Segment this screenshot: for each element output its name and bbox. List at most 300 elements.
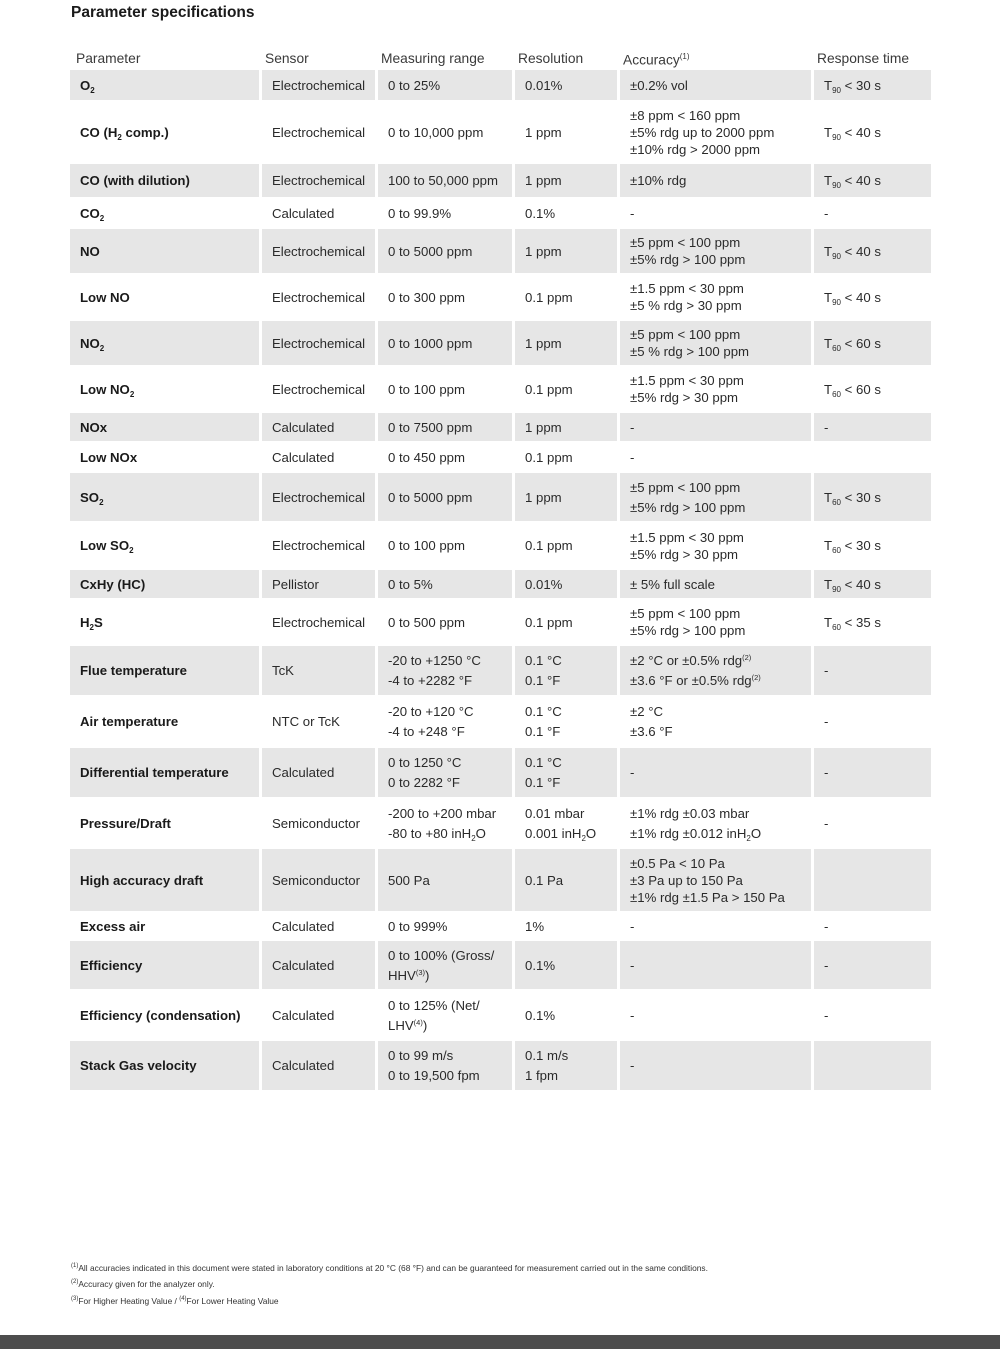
cell-measuring-range [375,939,512,989]
table-row [70,568,931,598]
cell-line [824,537,925,554]
text-run: 0.1 ppm [525,289,573,305]
cell-line [630,872,805,889]
cell-line [525,918,611,935]
cell-line [630,605,805,622]
table-row [70,847,931,911]
text-run: 0.01% [525,576,563,592]
text-run: 0 to 99.9% [388,205,452,221]
cell-line [630,672,805,689]
text-run: 1 ppm [525,335,562,351]
cell-line [525,754,611,771]
cell-line [525,124,611,141]
cell-response-time [811,521,931,568]
text-run: < 30 s [840,538,881,553]
cell-sensor: Electrochemical [259,100,375,162]
cell-resolution [512,100,617,162]
cell-accuracy [617,746,811,797]
cell-response-time [811,441,931,471]
cell-line [388,754,506,771]
text-run: CO (with dilution) [80,173,190,188]
cell-line [525,489,611,506]
cell-line [388,652,506,669]
text-run: T [824,77,833,93]
text-run: < 30 s [840,489,881,505]
cell-line [824,172,925,189]
cell-response-time [811,568,931,598]
cell-parameter [70,568,259,598]
cell-accuracy [617,644,811,695]
subscript: 90 [832,251,841,261]
text-run: 0.1 °C [525,653,562,668]
cell-line [388,537,506,554]
cell-accuracy [617,521,811,568]
table-row [70,319,931,365]
cell-line [388,172,506,189]
subscript: 90 [832,132,841,142]
cell-accuracy [617,989,811,1039]
subscript: 60 [832,343,841,353]
cell-line [824,124,925,141]
cell-response-time [811,197,931,227]
subscript: 60 [832,622,841,632]
cell-line [388,723,506,740]
table-row [70,797,931,847]
cell-sensor: Electrochemical [259,273,375,319]
text-run: - [630,765,635,780]
table-row [70,227,931,273]
superscript: (3) [415,967,426,977]
cell-line [824,957,925,974]
cell-resolution [512,989,617,1039]
cell-measuring-range [375,989,512,1039]
cell-line [388,489,506,506]
text-run: ±0.5 Pa < 10 Pa [630,855,725,871]
text-run: 0 to 1250 °C [388,755,462,770]
cell-line [824,918,925,935]
table-row [70,100,931,162]
cell-accuracy [617,273,811,319]
text-run: < 35 s [840,614,881,630]
text-run: ±5 ppm < 100 ppm [630,479,741,495]
text-run: CxHy (HC) [80,576,146,592]
text-run: 0.1 °C [525,704,562,719]
subscript: 2 [746,833,751,843]
text-run: 0.1 ppm [525,381,573,397]
cell-line [824,662,925,679]
text-run: ±1.5 ppm < 30 ppm [630,529,744,545]
cell-line [525,723,611,740]
subscript: 2 [90,85,95,95]
cell-accuracy [617,695,811,746]
cell-line [630,343,805,360]
text-run: 500 Pa [388,872,430,888]
text-run: Differential temperature [80,765,229,780]
text-run: 0 to 10,000 ppm [388,124,484,140]
text-run: - [824,714,829,729]
cell-line [824,335,925,352]
header-parameter: Parameter [76,50,141,66]
cell-parameter [70,197,259,227]
cell-line [630,389,805,406]
table-row [70,911,931,939]
cell-resolution [512,273,617,319]
text-run: 0.1 m/s [525,1048,569,1063]
text-run: T [824,538,833,553]
cell-parameter [70,695,259,746]
cell-measuring-range [375,521,512,568]
text-run: < 60 s [840,335,881,351]
text-run: SO [80,489,100,505]
text-run: T [824,335,833,351]
text-run: 0 to 25% [388,77,441,93]
cell-line [630,326,805,343]
text-run: 0.1 °F [525,724,561,739]
text-run: -200 to +200 mbar [388,805,497,821]
text-run: -20 to +1250 °C [388,653,481,668]
text-run: 0 to 99 m/s [388,1048,454,1063]
text-run: Low NO [80,381,130,397]
cell-parameter [70,911,259,939]
cell-accuracy [617,911,811,939]
cell-accuracy [617,411,811,441]
cell-line [630,419,805,436]
text-run: 0.1 ppm [525,449,573,465]
text-run: ) [425,967,430,983]
text-run: O [750,825,762,841]
text-run: 0 to 7500 ppm [388,419,473,435]
cell-resolution [512,644,617,695]
text-run: ) [422,1017,428,1033]
cell-line [630,855,805,872]
text-run: 0 to 5000 ppm [388,489,473,505]
cell-measuring-range [375,273,512,319]
cell-measuring-range [375,695,512,746]
superscript: (4) [413,1017,423,1027]
table-row [70,746,931,797]
subscript: 2 [99,213,105,223]
text-run: - [630,957,635,973]
subscript: 2 [99,497,104,507]
cell-accuracy [617,598,811,644]
cell-line [525,825,611,842]
cell-response-time [811,471,931,521]
cell-resolution [512,197,617,227]
cell-line [525,872,611,889]
cell-line [388,289,506,306]
table-row [70,273,931,319]
cell-accuracy [617,365,811,411]
text-run: 0 to 100% (Gross/ [388,947,495,963]
cell-measuring-range [375,319,512,365]
text-run: - [824,663,829,678]
cell-sensor: Electrochemical [259,227,375,273]
cell-resolution [512,797,617,847]
text-run: 1 ppm [525,243,562,259]
cell-line [630,957,805,974]
cell-resolution [512,746,617,797]
cell-measuring-range [375,441,512,471]
text-run: 0 to 5000 ppm [388,243,473,259]
cell-line [525,672,611,689]
cell-resolution [512,365,617,411]
cell-accuracy [617,1039,811,1090]
cell-line [525,205,611,222]
text-run: 0.1 °C [525,755,562,770]
header-response-time: Response time [817,50,910,66]
cell-line [824,614,925,631]
text-run: 0.001 inH [525,825,582,841]
cell-line [630,546,805,563]
cell-line [525,1067,611,1084]
cell-line [525,243,611,260]
table-row [70,162,931,197]
table-row [70,70,931,100]
cell-line [388,614,506,631]
table-row [70,1039,931,1090]
text-run: 1% [525,918,545,934]
cell-parameter [70,598,259,644]
cell-line [630,499,805,516]
cell-parameter [70,273,259,319]
cell-response-time [811,847,931,911]
text-run: NOx [80,419,108,435]
text-run: -4 to +2282 °F [388,673,473,688]
cell-line [525,1007,611,1024]
cell-parameter [70,746,259,797]
cell-measuring-range [375,568,512,598]
header-sensor: Sensor [265,50,309,66]
table-row [70,989,931,1039]
text-run: ±5% rdg > 100 ppm [630,499,746,515]
text-run: ±5% rdg up to 2000 ppm [630,124,775,140]
text-run: < 40 s [840,173,881,188]
text-run: - [630,1007,635,1023]
subscript: 90 [832,181,841,190]
text-run: 0.1 ppm [525,614,573,630]
cell-line [824,381,925,398]
cell-sensor: Calculated [259,911,375,939]
cell-resolution [512,1039,617,1090]
cell-line [824,1007,925,1024]
cell-line [388,381,506,398]
cell-response-time [811,911,931,939]
text-run: 0 to 2282 °F [388,775,460,790]
cell-resolution [512,521,617,568]
text-run: ±5 ppm < 100 ppm [630,606,741,621]
text-run: Stack Gas velocity [80,1058,197,1073]
cell-line [388,205,506,222]
cell-accuracy [617,471,811,521]
text-run: ±5% rdg > 100 ppm [630,252,746,267]
text-run: 1 ppm [525,419,562,435]
text-run: 0.1 °F [525,775,561,790]
cell-response-time [811,939,931,989]
cell-line [630,297,805,314]
text-run: 1 ppm [525,124,562,140]
text-run: ±0.2% vol [630,77,688,93]
cell-line [525,957,611,974]
text-run: ±5 % rdg > 30 ppm [630,298,742,313]
cell-response-time [811,598,931,644]
text-run: 100 to 50,000 ppm [388,173,498,188]
table-row [70,695,931,746]
header-resolution: Resolution [518,50,584,66]
header-accuracy: Accuracy$^{(1)}$ [623,51,690,68]
footnotes [71,1259,708,1308]
cell-accuracy [617,441,811,471]
parameter-spec-table [70,46,931,1090]
cell-sensor: TcK [259,644,375,695]
cell-response-time [811,100,931,162]
cell-sensor: Semiconductor [259,847,375,911]
cell-line [388,1067,506,1084]
cell-parameter [70,847,259,911]
cell-line [388,805,506,822]
text-run: - [824,1007,829,1023]
text-run: T [824,289,833,305]
cell-line [388,576,506,593]
cell-line [525,537,611,554]
cell-response-time [811,411,931,441]
cell-line [630,764,805,781]
text-run: 0 to 125% (Net/ [388,997,480,1013]
cell-response-time [811,989,931,1039]
text-run: - [630,918,635,934]
cell-line [630,889,805,906]
cell-response-time [811,644,931,695]
cell-parameter [70,365,259,411]
text-run: ±1% rdg ±0.012 inH [630,825,747,841]
footnote-ref: (1) [679,51,690,61]
text-run: O [475,825,486,841]
text-run: S [93,614,103,630]
cell-measuring-range [375,847,512,911]
cell-resolution [512,911,617,939]
text-run: Low NOx [80,449,138,465]
text-run: 0.1% [525,1007,556,1023]
cell-accuracy [617,939,811,989]
cell-response-time [811,1039,931,1090]
table-row [70,441,931,471]
cell-line [630,1007,805,1024]
text-run: 0.1 °F [525,673,561,688]
text-run: 0 to 300 ppm [388,289,465,305]
cell-line [525,289,611,306]
text-run: CO (H [80,124,118,140]
cell-line [388,997,506,1014]
cell-line [388,947,506,964]
cell-response-time [811,695,931,746]
cell-line [388,703,506,720]
cell-sensor: Electrochemical [259,471,375,521]
cell-line [630,479,805,496]
text-run: 0 to 100 ppm [388,538,465,553]
text-run: ±5% rdg > 30 ppm [630,546,739,562]
cell-response-time [811,70,931,100]
text-run: ±1.5 ppm < 30 ppm [630,373,744,388]
text-run: - [824,205,829,221]
cell-response-time [811,365,931,411]
cell-line [824,205,925,222]
subscript: 2 [129,546,134,555]
header-measuring-range: Measuring range [381,50,485,66]
text-run: O [585,825,597,841]
text-run: < 40 s [840,576,881,592]
text-run: - [630,1058,635,1073]
cell-parameter [70,441,259,471]
cell-line [630,723,805,740]
text-run: ±5 ppm < 100 ppm [630,235,741,250]
cell-measuring-range [375,100,512,162]
cell-line [388,335,506,352]
text-run: 0.01% [525,77,563,93]
cell-sensor: Calculated [259,441,375,471]
table-body [70,70,931,1090]
text-run: 0 to 100 ppm [388,381,465,397]
text-run: Low SO [80,538,130,553]
cell-measuring-range [375,162,512,197]
cell-sensor: Electrochemical [259,70,375,100]
cell-parameter [70,100,259,162]
cell-line [630,652,805,669]
text-run: ±3 Pa up to 150 Pa [630,872,743,888]
text-run: 0 to 19,500 fpm [388,1068,480,1083]
text-run: -80 to +80 inH [388,825,472,841]
cell-measuring-range [375,70,512,100]
subscript: 60 [832,546,841,555]
text-run: ±10% rdg [630,173,687,188]
subscript: 60 [832,497,841,507]
cell-line [630,703,805,720]
cell-parameter [70,70,259,100]
text-run: < 40 s [840,289,881,305]
cell-measuring-range [375,1039,512,1090]
cell-sensor: Electrochemical [259,521,375,568]
text-run: T [824,243,833,259]
cell-line [630,918,805,935]
cell-line [525,652,611,669]
cell-accuracy [617,100,811,162]
text-run: ±1.5 ppm < 30 ppm [630,281,744,296]
text-run: < 30 s [840,77,881,93]
text-run: Efficiency (condensation) [80,1007,241,1023]
cell-sensor: Pellistor [259,568,375,598]
cell-line [388,449,506,466]
cell-line [824,815,925,832]
cell-line [388,672,506,689]
text-run: ±2 °C or ±0.5% rdg [630,653,743,668]
cell-line [525,774,611,791]
cell-line [824,419,925,436]
cell-line [630,372,805,389]
cell-line [630,449,805,466]
text-run: High accuracy draft [80,872,204,888]
cell-measuring-range [375,471,512,521]
subscript: 2 [117,132,122,142]
cell-line [630,825,805,842]
text-run: ±1% rdg ±0.03 mbar [630,805,750,821]
cell-line [388,77,506,94]
superscript: (2) [742,653,752,662]
subscript: 90 [832,584,841,594]
text-run: HHV [388,967,416,983]
cell-line [630,622,805,639]
cell-resolution [512,227,617,273]
text-run: - [824,957,829,973]
cell-line [388,967,506,984]
text-run: 0 to 1000 ppm [388,335,473,351]
